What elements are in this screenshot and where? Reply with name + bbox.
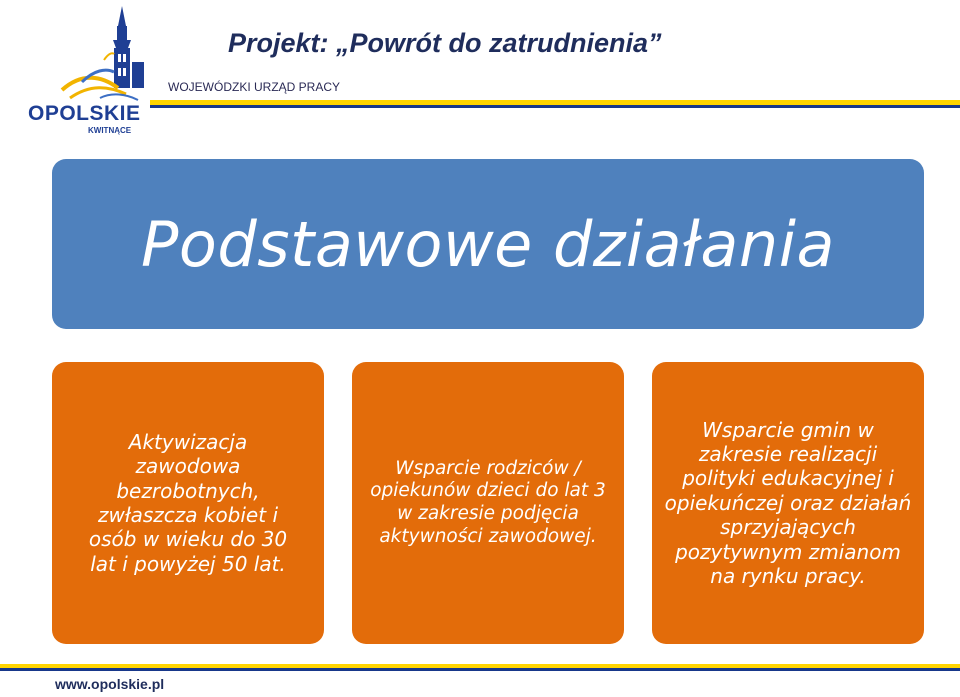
footer-divider-blue [0,668,960,671]
activity-card-text: Wsparcie rodziców / opiekunów dzieci do lat 3 w zakresie podjęcia aktywności zawodowej. [370,457,606,547]
footer-website-link[interactable]: www.opolskie.pl [55,676,165,692]
activity-card-text: Wsparcie gmin w zakresie realizacji polityki edukacyjnej i opiekuńczej oraz działań sprzyjających pozytywnym zmianom na rynku pracy. [664,417,912,588]
section-title: Podstawowe działania [141,207,835,281]
section-title-box [52,159,924,329]
opolskie-logo [22,2,152,138]
activity-card-text: Aktywizacja zawodowa bezrobotnych, zwłaszcza kobiet i osób w wieku do 30 lat i powyżej 50 lat. [88,429,288,576]
project-title: Projekt: „Powrót do zatrudnienia” [228,28,662,58]
logo-tagline: KWITNĄCE [88,126,132,135]
activity-card-2 [352,362,624,644]
activity-card-3 [652,362,924,644]
organization-name: WOJEWÓDZKI URZĄD PRACY [168,80,341,94]
logo-brand: OPOLSKIE [28,102,141,125]
activity-card-1 [52,362,324,644]
header-divider-blue [150,105,960,108]
